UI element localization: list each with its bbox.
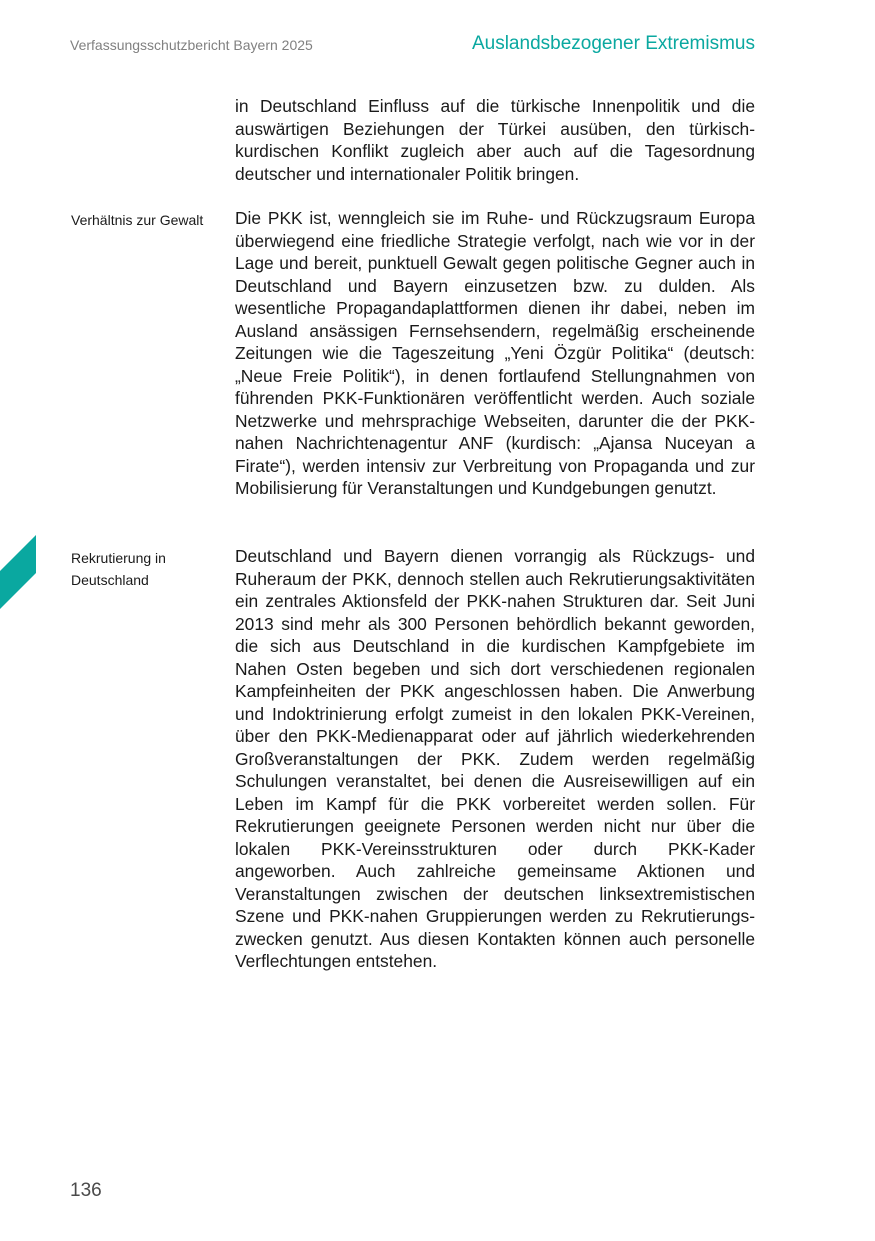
paragraph-gewalt: Die PKK ist, wenngleich sie im Ruhe- und Rückzugsraum Europa überwiegend eine friedliche Strategie verfolgt, nach wie vor in der Lage und bereit, punktuell Gewalt gegen politische Gegner auch in Deutschland und Bayern einzusetzen bzw. zu dulden. Als wesentliche Propagandaplattformen dienen ihr dabei, neben im Ausland ansässigen Fernsehsendern, regelmäßig erscheinende Zeitungen wie die Tageszeitung „Yeni Özgür Politika“ (deutsch: „Neue Freie Politik“), in denen fortlaufend Stellungnahmen von führenden PKK-Funktionären veröffentlicht werden. Auch soziale Netzwerke und mehrsprachige Webseiten, darunter die der PKK-nahen Nachrichtenagentur ANF (kurdisch: „Ajansa Nuceyan a Firate“), werden intensiv zur Verbreitung von Propaganda und zur Mobilisierung für Veranstaltungen und Kundgebungen genutzt. [235,208,755,498]
chapter-tab-marker [0,535,37,609]
paragraph-intro: in Deutschland Einfluss auf die türkische Innenpolitik und die auswärtigen Beziehungen der Türkei ausüben, den türkisch-kurdischen Konflikt zugleich aber auch auf die Tagesordnung deutscher und internationaler Politik bringen. [235,96,755,184]
publication-title: Verfassungsschutzbericht Bayern 2025 [70,37,313,53]
margin-label-line: Verhältnis zur Gewalt [71,212,204,228]
chapter-title: Auslandsbezogener Extremismus [471,33,755,54]
margin-label-gewalt [71,209,221,231]
margin-label-line: Deutschland [71,572,149,588]
page-number: 136 [70,1180,102,1201]
paragraph-rekrutierung: Deutschland und Bayern dienen vorrangig als Rückzugs- und Ruheraum der PKK, dennoch stellen auch Rekrutierungsaktivitäten ein zentrales Aktionsfeld der PKK-nahen Strukturen dar. Seit Juni 2013 sind mehr als 300 Personen behördlich bekannt geworden, die sich aus Deutschland in die kurdischen Kampfgebiete im Nahen Osten begeben und sich dort verschiedenen regionalen Kampfeinheiten der PKK angeschlossen haben. Die Anwerbung und Indoktrinierung erfolgt zumeist in den lokalen PKK-Vereinen, über den PKK-Medienapparat oder auf jährlich wiederkehrenden Großveranstaltungen der PKK. Zudem werden regelmäßig Schulungen veranstaltet, bei denen die Ausreisewilligen auf ein Leben im Kampf für die PKK vorbereitet werden sollen. Für Rekrutierungen geeignete Personen werden nicht nur über die lokalen PKK-Vereinsstrukturen oder durch PKK-Kader angeworben. Auch zahlreiche gemeinsame Aktionen und Veranstaltungen zwischen der deutschen linksextremistischen Szene und PKK-nahen Gruppierungen werden zu Rekrutierungszwecken genutzt. Aus diesen Kontakten können auch personelle Verflechtungen entstehen. [235,546,755,971]
margin-label-line: Rekrutierung in [71,550,166,566]
margin-label-rekrutierung [71,547,221,591]
